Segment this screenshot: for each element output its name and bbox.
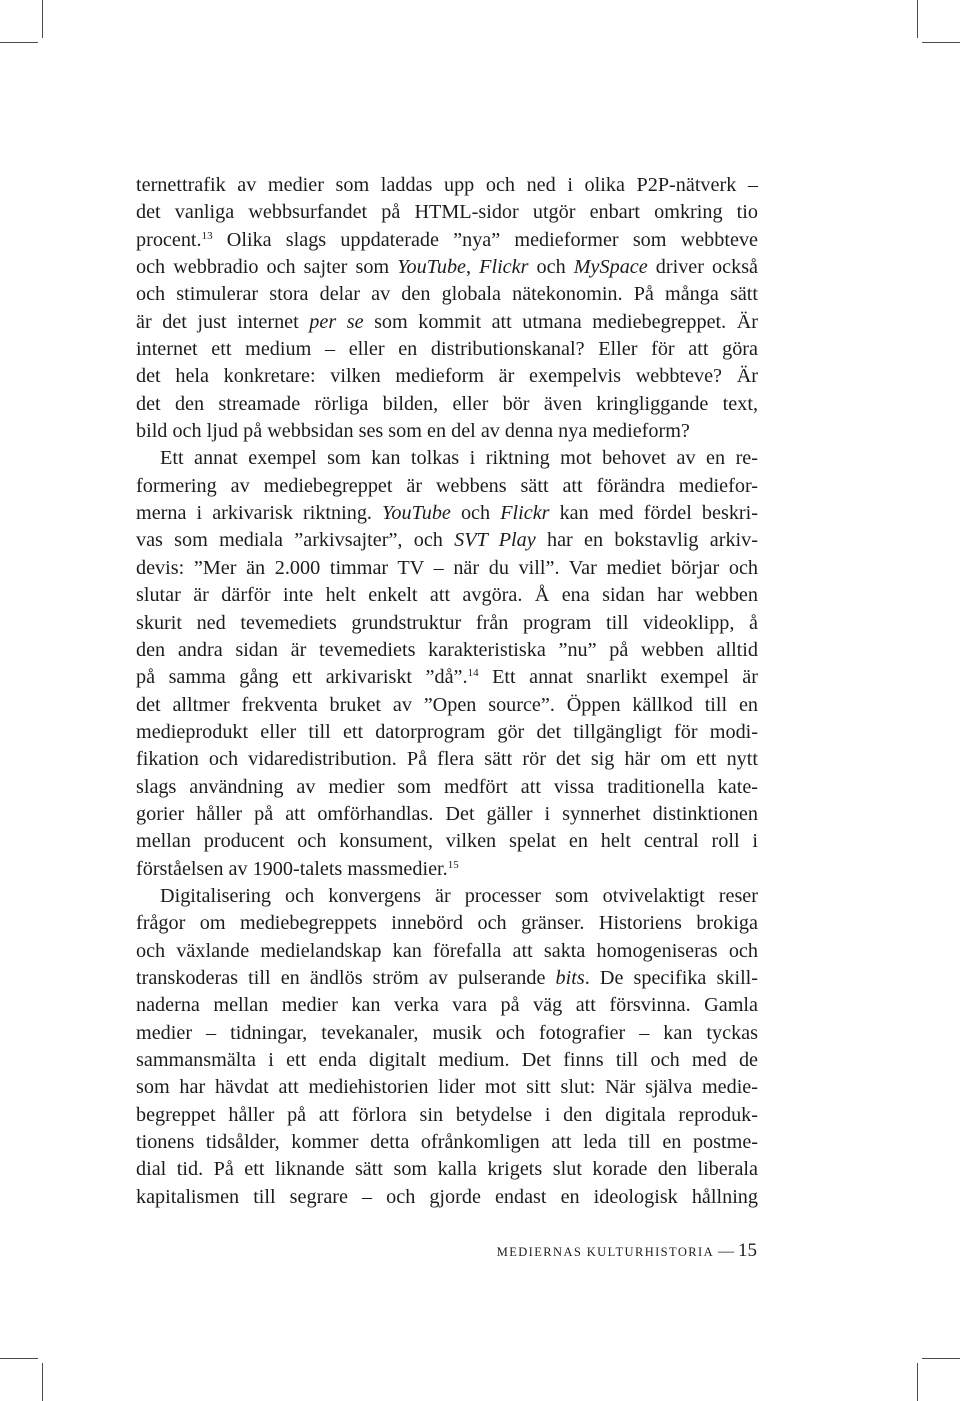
text-run: driver också [647,256,758,279]
text-line [136,664,758,691]
text-line [136,527,758,554]
text-run: skurit ned tevemediets grundstruktur från program till videoklipp, å [136,611,758,634]
page-footer [497,1240,757,1262]
text-run: som kommit att utmana mediebegreppet. Är [363,310,758,333]
text-run: procent. [136,228,202,251]
text-run: förståelsen av 1900-talets massmedier. [136,857,448,880]
text-line [136,582,758,609]
text-run: , [466,256,480,279]
text-line [136,418,758,445]
text-run: och stimulerar stora delar av den globala nätekonomin. På många sätt [136,283,758,306]
text-line [136,445,758,472]
text-line [136,746,758,773]
text-line [136,610,758,637]
text-run: kapitalismen till segrare – och gjorde endast en ideologisk hållning [136,1185,758,1208]
text-run: det hela konkretare: vilken medieform är exempelvis webbteve? Är [136,365,758,388]
italic-term: SVT Play [454,529,536,552]
text-run: som har hävdat att mediehistorien lider mot sitt slut: När själva medie- [136,1076,758,1099]
text-run: slags användning av medier som medfört att vissa traditionella kate- [136,775,758,798]
text-line [136,719,758,746]
text-run: bild och ljud på webbsidan ses som en del av denna nya medieform? [136,420,690,443]
text-run: merna i arkivarisk riktning. [136,502,383,525]
text-run: det den streamade rörliga bilden, eller bör även kringliggande text, [136,392,758,415]
text-run: det vanliga webbsurfandet på HTML-sidor utgör enbart omkring tio [136,201,758,224]
crop-mark-top-right-h [922,42,960,43]
text-run: och växlande medielandskap kan förefalla att sakta homogeniseras och [136,939,758,962]
text-line [136,473,758,500]
text-line [136,774,758,801]
crop-mark-bottom-right-v [917,1363,918,1401]
text-line [136,281,758,308]
text-run: och [450,502,501,525]
text-run: vas som mediala ”arkivsajter”, och [136,529,455,552]
text-line [136,1102,758,1129]
text-line [136,992,758,1019]
text-line [136,199,758,226]
text-run: tionens tidsålder, kommer detta ofrånkomligen att leda till en postme- [136,1131,758,1154]
italic-term: MySpace [573,256,648,279]
text-run: transkoderas till en ändlös ström av pulserande [136,966,556,989]
text-run: medier – tidningar, tevekanaler, musik och fotografier – kan tyckas [136,1021,758,1044]
text-run: internet ett medium – eller en distributionskanal? Eller för att göra [136,338,758,361]
text-run: frågor om mediebegreppets innebörd och gränser. Historiens brokiga [136,912,758,935]
italic-term: YouTube [382,502,451,525]
text-run: medieprodukt eller till ett datorprogram gör det tillgängligt för modi- [136,720,758,743]
text-line [136,938,758,965]
text-line [136,910,758,937]
text-run: Digitalisering och konvergens är processer som otvivelaktigt reser [160,884,758,907]
crop-mark-bottom-right-h [922,1358,960,1359]
text-line [136,856,758,883]
text-line [136,254,758,281]
text-line [136,1184,758,1211]
running-head: MEDIERNAS KULTURHISTORIA [496,1245,714,1259]
text-run: devis: ”Mer än 2.000 timmar TV – när du vill”. Var mediet börjar och [136,556,758,579]
text-line [136,555,758,582]
text-run: dial tid. På ett liknande sätt som kalla krigets slut korade den liberala [136,1158,758,1181]
crop-mark-top-left-h [0,42,38,43]
text-run: gorier håller på att omförhandlas. Det gäller i synnerhet distinktionen [136,802,758,825]
text-run: kan med fördel beskri- [549,502,758,525]
text-run: och [528,256,574,279]
text-run: slutar är därför inte helt enkelt att avgöra. Å ena sidan har webben [136,584,758,607]
text-line [136,692,758,719]
text-line [136,391,758,418]
text-line [136,309,758,336]
text-line [136,883,758,910]
text-run: Olika slags uppdaterade ”nya” medieformer som webbteve [212,228,758,251]
text-run: naderna mellan medier kan verka vara på väg att försvinna. Gamla [136,994,758,1017]
text-run: fikation och vidaredistribution. På flera sätt rör det sig här om ett nytt [136,748,758,771]
text-run: mellan producent och konsument, vilken spelat en helt central roll i [136,830,758,853]
text-line [136,227,758,254]
italic-term: Flickr [479,256,529,279]
footnote-marker: 13 [201,229,213,242]
text-run: på samma gång ett arkivariskt ”då”. [136,666,468,689]
text-line [136,1074,758,1101]
text-line [136,965,758,992]
text-run: Ett annat exempel som kan tolkas i riktning mot behovet av en re- [160,447,758,470]
crop-mark-bottom-left-v [42,1363,43,1401]
text-line [136,363,758,390]
footer-dash: — [718,1243,734,1260]
italic-term: bits [555,966,585,989]
crop-mark-bottom-left-h [0,1358,38,1359]
text-line [136,637,758,664]
footnote-marker: 15 [447,858,459,871]
italic-term: YouTube [397,256,467,279]
text-run: Ett annat snarlikt exempel är [478,666,758,689]
text-run: och webbradio och sajter som [136,256,398,279]
crop-mark-top-left-v [42,0,43,38]
body-text [136,172,758,1211]
text-run: det alltmer frekventa bruket av ”Open source”. Öppen källkod till en [136,693,758,716]
text-line [136,1129,758,1156]
text-line [136,336,758,363]
text-run: den andra sidan är tevemediets karakteristiska ”nu” på webben alltid [136,638,758,661]
text-run: ternettrafik av medier som laddas upp och ned i olika P2P-nätverk – [136,174,758,196]
text-line [136,828,758,855]
text-line [136,801,758,828]
text-run: . De specifika skill- [584,966,758,989]
text-line [136,172,758,199]
text-line [136,1156,758,1183]
text-run: är det just internet [136,310,310,333]
text-line [136,1020,758,1047]
text-run: sammansmälta i ett enda digitalt medium. Det finns till och med de [136,1049,758,1071]
text-run: begreppet håller på att förlora sin betydelse i den digitala reproduk- [136,1103,758,1126]
italic-term: Flickr [500,502,550,525]
footnote-marker: 14 [467,667,479,680]
text-run: formering av mediebegreppet är webbens sätt att förändra mediefor- [136,474,758,497]
text-run: har en bokstavlig arkiv- [535,529,758,552]
italic-term: per se [309,310,364,333]
crop-mark-top-right-v [917,0,918,38]
page-number: 15 [738,1240,757,1261]
text-line [136,1047,758,1074]
text-line [136,500,758,527]
